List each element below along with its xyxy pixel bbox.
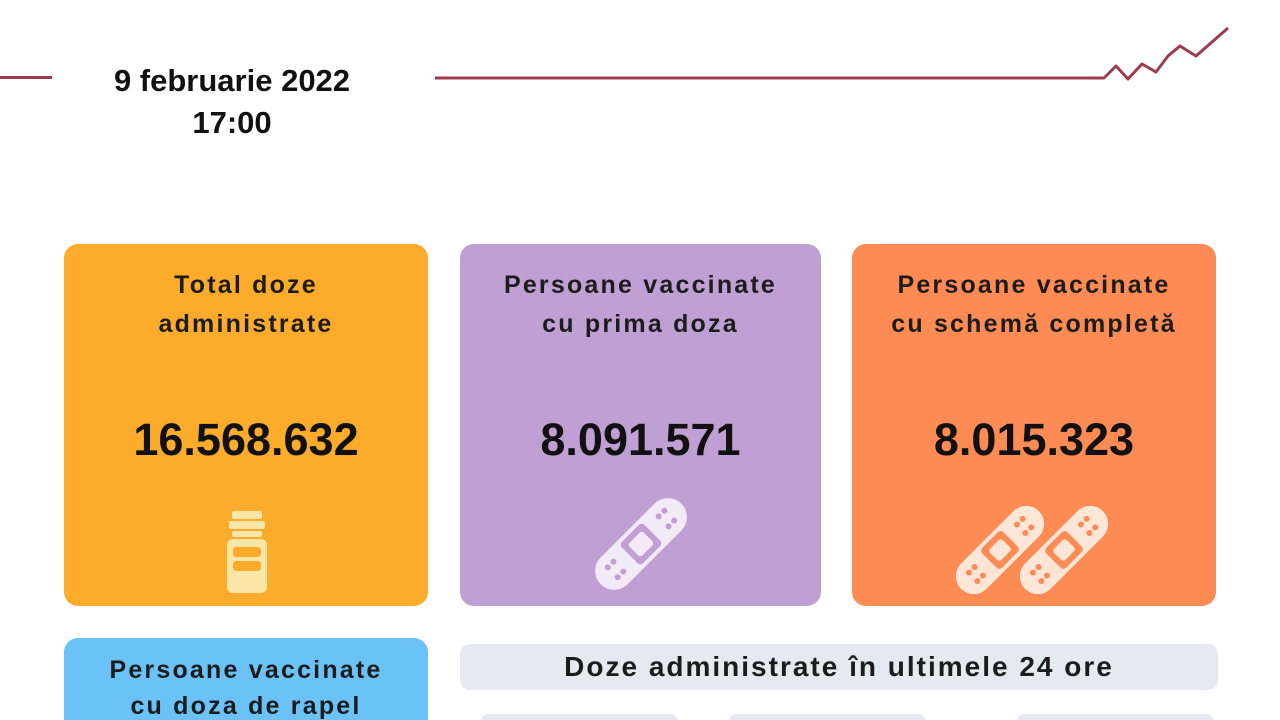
card-booster-dose	[64, 638, 428, 720]
bandage-icon	[460, 244, 821, 606]
sub-card-stub-1	[480, 714, 678, 720]
last-24h-banner: Doze administrate în ultimele 24 ore	[460, 644, 1218, 690]
card-total-doses	[64, 244, 428, 606]
card-full-scheme-value: 8.015.323	[933, 414, 1135, 465]
sub-card-stub-3	[1016, 714, 1214, 720]
card-full-scheme-title: Persoane vaccinate cu schemă completă	[891, 271, 1177, 338]
card-first-dose	[460, 244, 821, 606]
card-first-dose-value: 8.091.571	[540, 414, 741, 465]
card-first-dose-title: Persoane vaccinate cu prima doza	[503, 271, 778, 338]
report-date: 9 februarie 2022	[113, 63, 351, 98]
report-time: 17:00	[192, 105, 272, 140]
sub-card-stub-2	[728, 714, 926, 720]
card-booster-dose-title: Persoane vaccinate cu doza de rapel	[109, 656, 383, 720]
card-total-doses-title: Total doze administrate	[158, 271, 334, 338]
vaccine-vial-icon	[64, 244, 428, 606]
card-total-doses-value: 16.568.632	[133, 414, 359, 465]
date-time-block	[82, 60, 382, 144]
double-bandage-icon	[852, 244, 1216, 606]
card-full-scheme	[852, 244, 1216, 606]
